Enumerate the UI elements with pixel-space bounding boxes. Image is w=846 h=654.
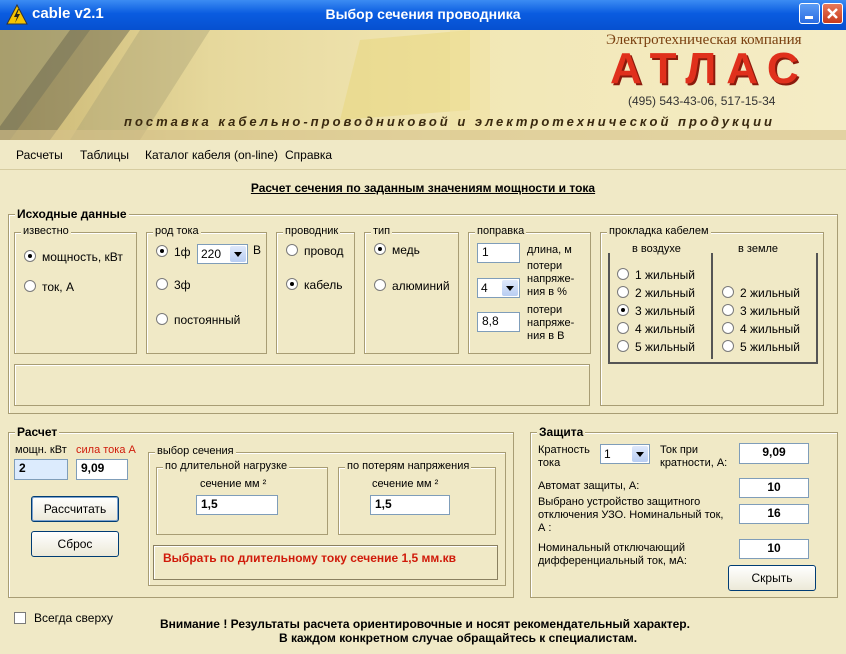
ground-3-radio[interactable] — [722, 304, 734, 316]
material-copper-label: медь — [392, 243, 420, 257]
notice-line-1: Внимание ! Результаты расчета ориентировочные и носят рекомендательный характер. — [160, 617, 690, 631]
chevron-down-icon[interactable] — [632, 446, 648, 462]
long-section-label: сечение мм ² — [200, 478, 267, 490]
ground-2-label: 2 жильный — [740, 286, 800, 300]
message-area — [14, 364, 590, 406]
current-1ph-radio[interactable] — [156, 245, 168, 257]
drop-section-output[interactable]: 1,5 — [370, 495, 450, 515]
ground-5-radio[interactable] — [722, 340, 734, 352]
reset-button[interactable]: Сброс — [31, 531, 119, 557]
menu-help[interactable]: Справка — [285, 148, 333, 162]
current-dc-label: постоянный — [174, 313, 241, 327]
conductor-cable-label: кабель — [304, 278, 343, 292]
always-on-top-checkbox[interactable] — [14, 612, 26, 624]
multiplicity-label: Кратность тока — [538, 444, 590, 469]
close-icon — [823, 4, 842, 23]
company-phone: (495) 543-43-06, 517-15-34 — [628, 94, 776, 108]
voltage-drop-label: по потерям напряжения — [347, 460, 470, 472]
always-on-top-label: Всегда сверху — [34, 611, 113, 625]
title-bar — [0, 0, 846, 30]
power-input[interactable]: 2 — [14, 459, 68, 480]
drop-percent-label: потери напряже-ния в % — [527, 260, 575, 298]
company-name: Электротехническая компания — [606, 32, 802, 48]
drop-percent-value: 4 — [481, 281, 488, 295]
protection-title: Защита — [539, 425, 584, 439]
current-output[interactable]: 9,09 — [76, 459, 128, 480]
menu-calculations[interactable]: Расчеты — [16, 148, 63, 162]
long-section-output[interactable]: 1,5 — [196, 495, 278, 515]
laying-air-label: в воздухе — [632, 243, 681, 255]
current-label: сила тока А — [76, 444, 136, 456]
laying-ground-label: в земле — [738, 243, 779, 255]
material-label: тип — [373, 225, 391, 237]
breaker-label: Автомат защиты, А: — [538, 480, 640, 492]
correction-label: поправка — [477, 225, 525, 237]
laying-mid-divider — [711, 253, 713, 359]
material-aluminium-radio[interactable] — [374, 279, 386, 291]
known-power-radio[interactable] — [24, 250, 36, 262]
diff-current-label: Номинальный отключающий дифференциальный ток, мА: — [538, 542, 687, 567]
calc-title: Расчет — [17, 425, 58, 439]
current-3ph-label: 3ф — [174, 278, 191, 292]
result-text: Выбрать по длительному току сечение 1,5 мм.кв — [163, 551, 457, 565]
length-input[interactable]: 1 — [477, 243, 520, 263]
voltage-unit: В — [253, 243, 262, 257]
laying-bottom-divider — [608, 362, 818, 364]
voltage-value: 220 — [201, 247, 222, 261]
calculate-button[interactable]: Рассчитать — [31, 496, 119, 522]
app-title: cable v2.1 — [32, 5, 104, 22]
air-1-radio[interactable] — [617, 268, 629, 280]
current-dc-radio[interactable] — [156, 313, 168, 325]
conductor-wire-radio[interactable] — [286, 244, 298, 256]
ground-4-label: 4 жильный — [740, 322, 800, 336]
laying-left-divider — [608, 253, 610, 363]
air-4-label: 4 жильный — [635, 322, 695, 336]
current-at-label: Ток при кратности, А: — [660, 444, 728, 469]
material-copper-radio[interactable] — [374, 243, 386, 255]
minimize-icon — [800, 4, 819, 23]
known-label: известно — [23, 225, 69, 237]
minimize-button[interactable] — [799, 3, 820, 24]
window-title: Выбор сечения проводника — [325, 6, 521, 22]
breaker-output[interactable]: 10 — [739, 478, 809, 498]
selection-label: выбор сечения — [157, 445, 234, 457]
current-3ph-radio[interactable] — [156, 278, 168, 290]
long-load-label: по длительной нагрузке — [165, 460, 288, 472]
known-current-label: ток, А — [42, 280, 74, 294]
ground-2-radio[interactable] — [722, 286, 734, 298]
drop-volt-input[interactable]: 8,8 — [477, 312, 520, 332]
conductor-wire-label: провод — [304, 244, 344, 258]
chevron-down-icon[interactable] — [230, 246, 246, 262]
result-box — [153, 545, 498, 580]
conductor-label: проводник — [285, 225, 339, 237]
power-label: мощн. кВт — [15, 444, 67, 456]
rcd-output[interactable]: 16 — [739, 504, 809, 524]
multiplicity-value: 1 — [604, 447, 611, 461]
material-aluminium-label: алюминий — [392, 279, 450, 293]
current-at-output[interactable]: 9,09 — [739, 443, 809, 464]
length-label: длина, м — [527, 244, 572, 256]
current-1ph-label: 1ф — [174, 245, 191, 259]
menu-tables[interactable]: Таблицы — [80, 148, 130, 162]
voltage-select[interactable] — [197, 244, 248, 264]
input-data-title: Исходные данные — [17, 207, 127, 221]
company-banner — [0, 30, 846, 140]
air-5-radio[interactable] — [617, 340, 629, 352]
close-button[interactable] — [822, 3, 843, 24]
company-slogan: поставка кабельно-проводниковой и электротехнической продукции — [124, 114, 775, 129]
air-1-label: 1 жильный — [635, 268, 695, 282]
air-4-radio[interactable] — [617, 322, 629, 334]
known-current-radio[interactable] — [24, 280, 36, 292]
hide-button[interactable]: Скрыть — [728, 565, 816, 591]
menu-cable-catalog[interactable]: Каталог кабеля (on-line) — [145, 148, 279, 162]
menu-bar — [0, 140, 846, 170]
known-power-label: мощность, кВт — [42, 250, 123, 264]
air-2-label: 2 жильный — [635, 286, 695, 300]
current-type-label: род тока — [155, 225, 199, 237]
laying-right-divider — [816, 253, 818, 363]
drop-percent-select[interactable] — [477, 278, 520, 298]
air-3-label: 3 жильный — [635, 304, 695, 318]
diff-current-output[interactable]: 10 — [739, 539, 809, 559]
rcd-label: Выбрано устройство защитного отключения УЗО. Номинальный ток, А : — [538, 496, 724, 534]
chevron-down-icon[interactable] — [502, 280, 518, 296]
page-title: Расчет сечения по заданным значениям мощности и тока — [250, 181, 596, 195]
air-2-radio[interactable] — [617, 286, 629, 298]
notice-line-2: В каждом конкретном случае обращайтесь к специалистам. — [279, 631, 638, 645]
conductor-cable-radio[interactable] — [286, 278, 298, 290]
ground-5-label: 5 жильный — [740, 340, 800, 354]
company-logo: АТЛАС — [610, 44, 809, 93]
ground-3-label: 3 жильный — [740, 304, 800, 318]
drop-section-label: сечение мм ² — [372, 478, 439, 490]
air-3-radio[interactable] — [617, 304, 629, 316]
ground-4-radio[interactable] — [722, 322, 734, 334]
multiplicity-select[interactable] — [600, 444, 650, 464]
laying-label: прокладка кабелем — [609, 225, 709, 237]
air-5-label: 5 жильный — [635, 340, 695, 354]
drop-volt-label: потери напряже-ния в В — [527, 304, 575, 342]
